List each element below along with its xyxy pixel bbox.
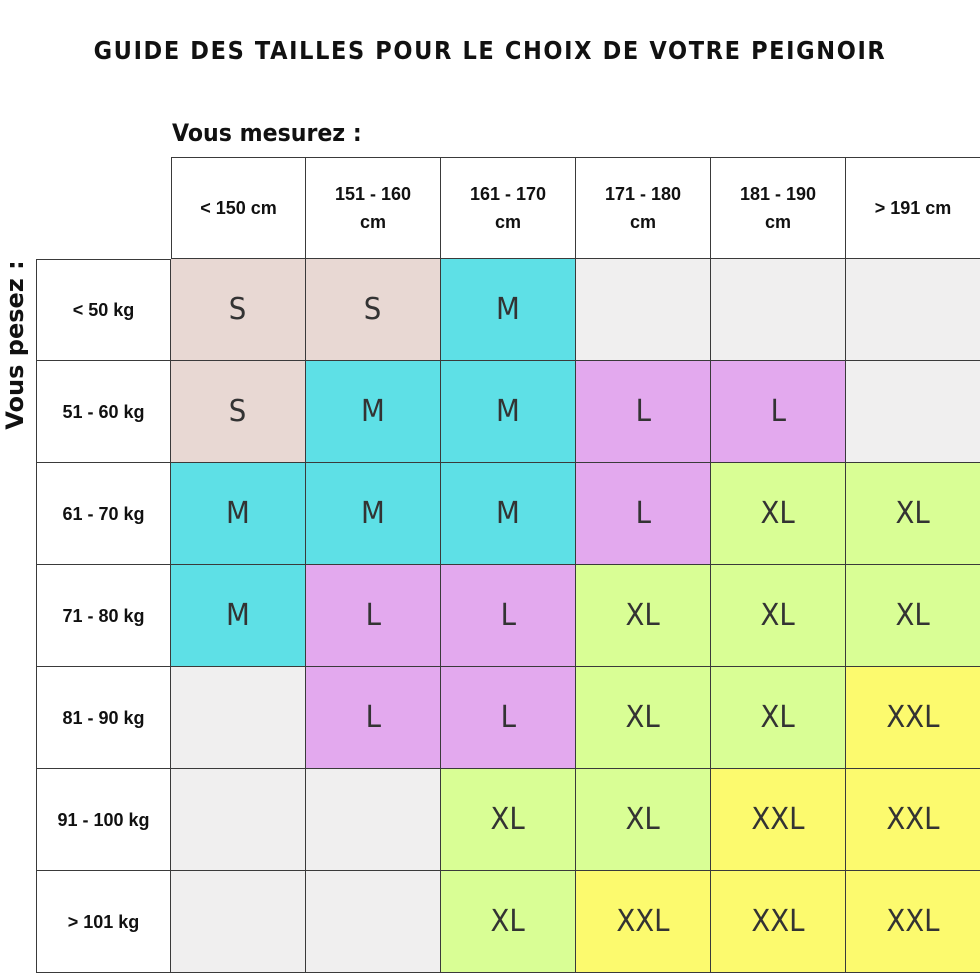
column-header: < 150 cm bbox=[171, 157, 306, 259]
size-value: XL bbox=[895, 496, 931, 531]
weight-axis-label: Vous pesez : bbox=[1, 260, 29, 430]
size-value: XL bbox=[625, 598, 661, 633]
size-cell bbox=[846, 667, 980, 769]
size-cell bbox=[306, 871, 441, 973]
size-cell bbox=[171, 769, 306, 871]
size-value: L bbox=[635, 496, 651, 531]
size-cell bbox=[306, 259, 441, 361]
row-header: 51 - 60 kg bbox=[36, 361, 171, 463]
size-chart-table bbox=[36, 157, 980, 973]
size-value: M bbox=[496, 394, 520, 429]
size-value: XXL bbox=[886, 904, 940, 939]
size-cell bbox=[441, 259, 576, 361]
size-value: XL bbox=[895, 598, 931, 633]
height-axis-label: Vous mesurez : bbox=[172, 119, 362, 147]
size-value: XL bbox=[490, 802, 526, 837]
size-value: XL bbox=[625, 802, 661, 837]
size-value: XXL bbox=[886, 700, 940, 735]
size-cell bbox=[306, 361, 441, 463]
page-title: GUIDE DES TAILLES POUR LE CHOIX DE VOTRE PEIGNOIR bbox=[93, 36, 887, 65]
row-header: < 50 kg bbox=[36, 259, 171, 361]
size-value: XL bbox=[760, 496, 796, 531]
size-cell bbox=[441, 667, 576, 769]
size-cell bbox=[441, 565, 576, 667]
size-cell bbox=[171, 667, 306, 769]
size-value: XXL bbox=[886, 802, 940, 837]
size-cell bbox=[171, 259, 306, 361]
size-value: M bbox=[226, 496, 250, 531]
size-cell bbox=[711, 361, 846, 463]
size-value: XXL bbox=[751, 802, 805, 837]
size-cell bbox=[711, 463, 846, 565]
size-value: L bbox=[500, 598, 516, 633]
size-value: XL bbox=[490, 904, 526, 939]
row-header: 61 - 70 kg bbox=[36, 463, 171, 565]
size-cell bbox=[711, 667, 846, 769]
size-value: S bbox=[229, 394, 247, 429]
size-value: L bbox=[500, 700, 516, 735]
size-value: L bbox=[365, 598, 381, 633]
size-value: L bbox=[365, 700, 381, 735]
size-value: M bbox=[496, 496, 520, 531]
size-cell bbox=[441, 361, 576, 463]
size-cell bbox=[441, 871, 576, 973]
column-header: 161 - 170 cm bbox=[441, 157, 576, 259]
column-header: 151 - 160 cm bbox=[306, 157, 441, 259]
size-cell bbox=[441, 769, 576, 871]
size-cell bbox=[576, 361, 711, 463]
column-header: 181 - 190 cm bbox=[711, 157, 846, 259]
size-cell bbox=[846, 259, 980, 361]
size-value: XL bbox=[760, 700, 796, 735]
row-header: > 101 kg bbox=[36, 871, 171, 973]
size-cell bbox=[171, 361, 306, 463]
size-cell bbox=[576, 463, 711, 565]
size-value: M bbox=[361, 496, 385, 531]
size-cell bbox=[711, 871, 846, 973]
size-cell bbox=[441, 463, 576, 565]
row-header: 91 - 100 kg bbox=[36, 769, 171, 871]
size-cell bbox=[711, 565, 846, 667]
size-cell bbox=[846, 769, 980, 871]
size-value: S bbox=[364, 292, 382, 327]
size-cell bbox=[171, 565, 306, 667]
column-header: 171 - 180 cm bbox=[576, 157, 711, 259]
size-cell bbox=[171, 871, 306, 973]
size-cell bbox=[846, 361, 980, 463]
column-header: > 191 cm bbox=[846, 157, 980, 259]
size-value: M bbox=[496, 292, 520, 327]
size-cell bbox=[576, 871, 711, 973]
size-cell bbox=[576, 769, 711, 871]
size-cell bbox=[846, 463, 980, 565]
size-cell bbox=[846, 565, 980, 667]
size-value: XL bbox=[760, 598, 796, 633]
size-cell bbox=[306, 667, 441, 769]
size-cell bbox=[306, 565, 441, 667]
size-value: L bbox=[770, 394, 786, 429]
size-cell bbox=[576, 667, 711, 769]
size-cell bbox=[711, 769, 846, 871]
size-cell bbox=[576, 565, 711, 667]
row-header: 71 - 80 kg bbox=[36, 565, 171, 667]
size-value: L bbox=[635, 394, 651, 429]
size-cell bbox=[846, 871, 980, 973]
size-value: M bbox=[226, 598, 250, 633]
size-cell bbox=[306, 769, 441, 871]
size-cell bbox=[576, 259, 711, 361]
size-value: XL bbox=[625, 700, 661, 735]
size-value: M bbox=[361, 394, 385, 429]
row-header: 81 - 90 kg bbox=[36, 667, 171, 769]
size-value: XXL bbox=[616, 904, 670, 939]
size-cell bbox=[171, 463, 306, 565]
size-value: S bbox=[229, 292, 247, 327]
size-cell bbox=[306, 463, 441, 565]
table-corner bbox=[36, 157, 171, 259]
size-value: XXL bbox=[751, 904, 805, 939]
size-cell bbox=[711, 259, 846, 361]
